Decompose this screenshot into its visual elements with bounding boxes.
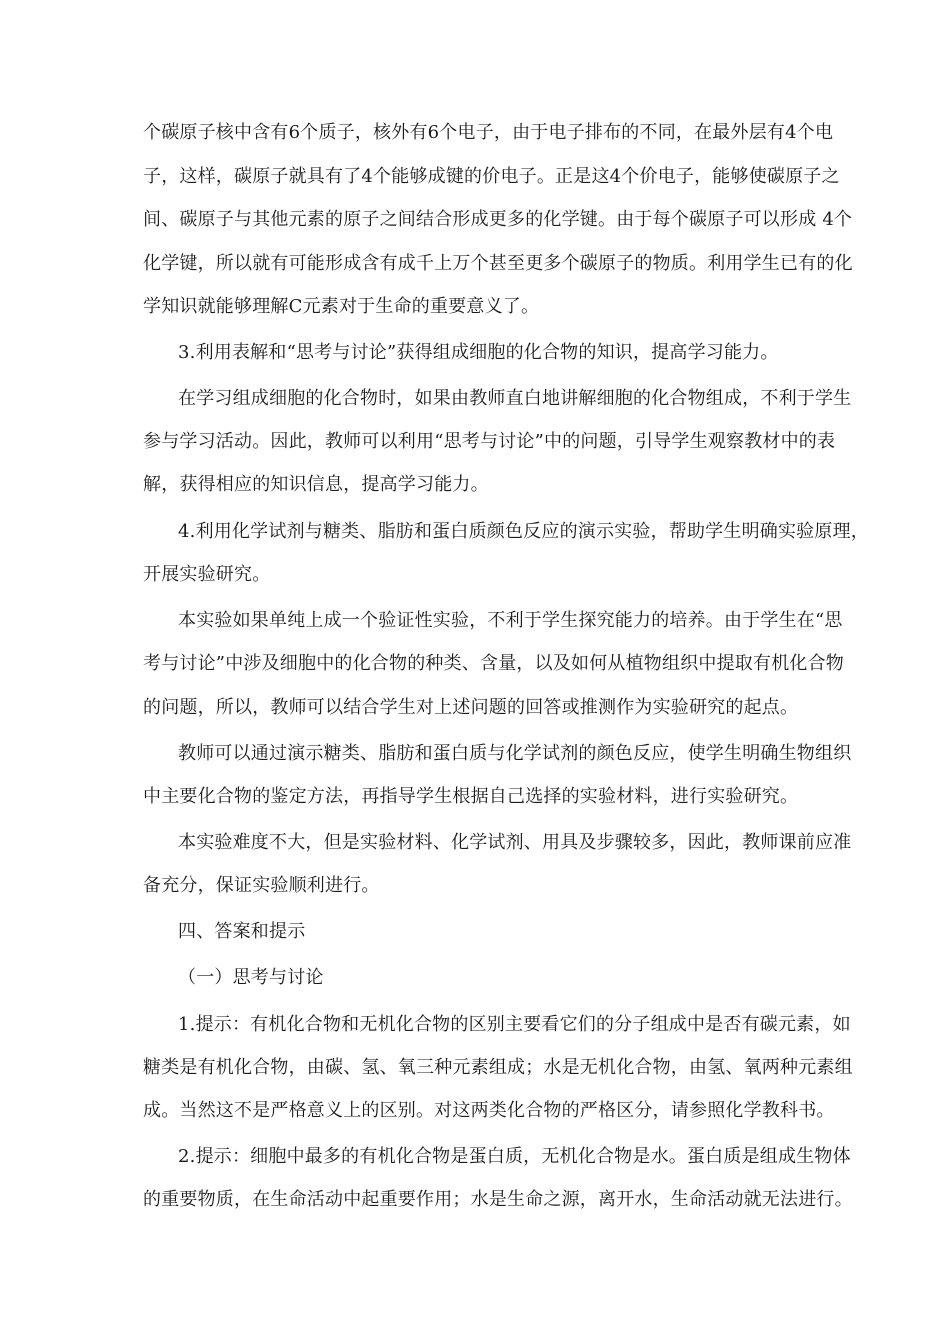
subsection-heading: （一）思考与讨论 xyxy=(178,967,324,988)
text-line: 中主要化合物的鉴定方法，再指导学生根据自己选择的实验材料，进行实验研究。 xyxy=(143,786,799,807)
answer-line: 成。当然这不是严格意义上的区别。对这两类化合物的严格区分，请参照化学教科书。 xyxy=(143,1100,835,1121)
text-line: 的问题，所以，教师可以结合学生对上述问题的回答或推测作为实验研究的起点。 xyxy=(143,697,799,718)
answer-line: 1.提示：有机化合物和无机化合物的区别主要看它们的分子组成中是否有碳元素，如 xyxy=(178,1014,851,1035)
text-line: 开展实验研究。 xyxy=(143,564,271,585)
text-line: 学知识就能够理解C元素对于生命的重要意义了。 xyxy=(143,296,540,317)
answer-line: 的重要物质，在生命活动中起重要作用；水是生命之源，离开水，生命活动就无法进行。 xyxy=(143,1189,853,1210)
text-line: 本实验难度不大，但是实验材料、化学试剂、用具及步骤较多，因此，教师课前应准 xyxy=(178,832,852,853)
list-item-heading: 3.利用表解和“思考与讨论”获得组成细胞的化合物的知识，提高学习能力。 xyxy=(178,342,779,363)
list-item-heading: 4.利用化学试剂与糖类、脂肪和蛋白质颜色反应的演示实验，帮助学生明确实验原理， xyxy=(178,521,869,542)
section-heading: 四、答案和提示 xyxy=(178,921,306,942)
text-line: 教师可以通过演示糖类、脂肪和蛋白质与化学试剂的颜色反应，使学生明确生物组织 xyxy=(178,743,852,764)
text-line: 备充分，保证实验顺利进行。 xyxy=(143,875,380,896)
text-line: 化学键，所以就有可能形成含有成千上万个甚至更多个碳原子的物质。利用学生已有的化 xyxy=(143,253,853,274)
answer-line: 糖类是有机化合物，由碳、氢、氧三种元素组成；水是无机化合物，由氢、氧两种元素组 xyxy=(143,1057,853,1078)
text-line: 在学习组成细胞的化合物时，如果由教师直白地讲解细胞的化合物组成，不利于学生 xyxy=(178,388,852,409)
text-line: 子，这样，碳原子就具有了4个能够成键的价电子。正是这4个价电子，能够使碳原子之 xyxy=(143,166,840,187)
text-line: 考与讨论”中涉及细胞中的化合物的种类、含量，以及如何从植物组织中提取有机化合物 xyxy=(143,653,844,674)
answer-line: 2.提示：细胞中最多的有机化合物是蛋白质，无机化合物是水。蛋白质是组成生物体 xyxy=(178,1146,851,1167)
text-line: 解，获得相应的知识信息，提高学习能力。 xyxy=(143,474,489,495)
text-line: 参与学习活动。因此，教师可以利用“思考与讨论”中的问题，引导学生观察教材中的表 xyxy=(143,431,836,452)
text-line: 个碳原子核中含有6个质子，核外有6个电子，由于电子排布的不同，在最外层有4个电 xyxy=(143,122,834,143)
text-line: 间、碳原子与其他元素的原子之间结合形成更多的化学键。由于每个碳原子可以形成 4个 xyxy=(143,209,853,230)
text-line: 本实验如果单纯上成一个验证性实验，不利于学生探究能力的培养。由于学生在“思 xyxy=(178,610,843,631)
